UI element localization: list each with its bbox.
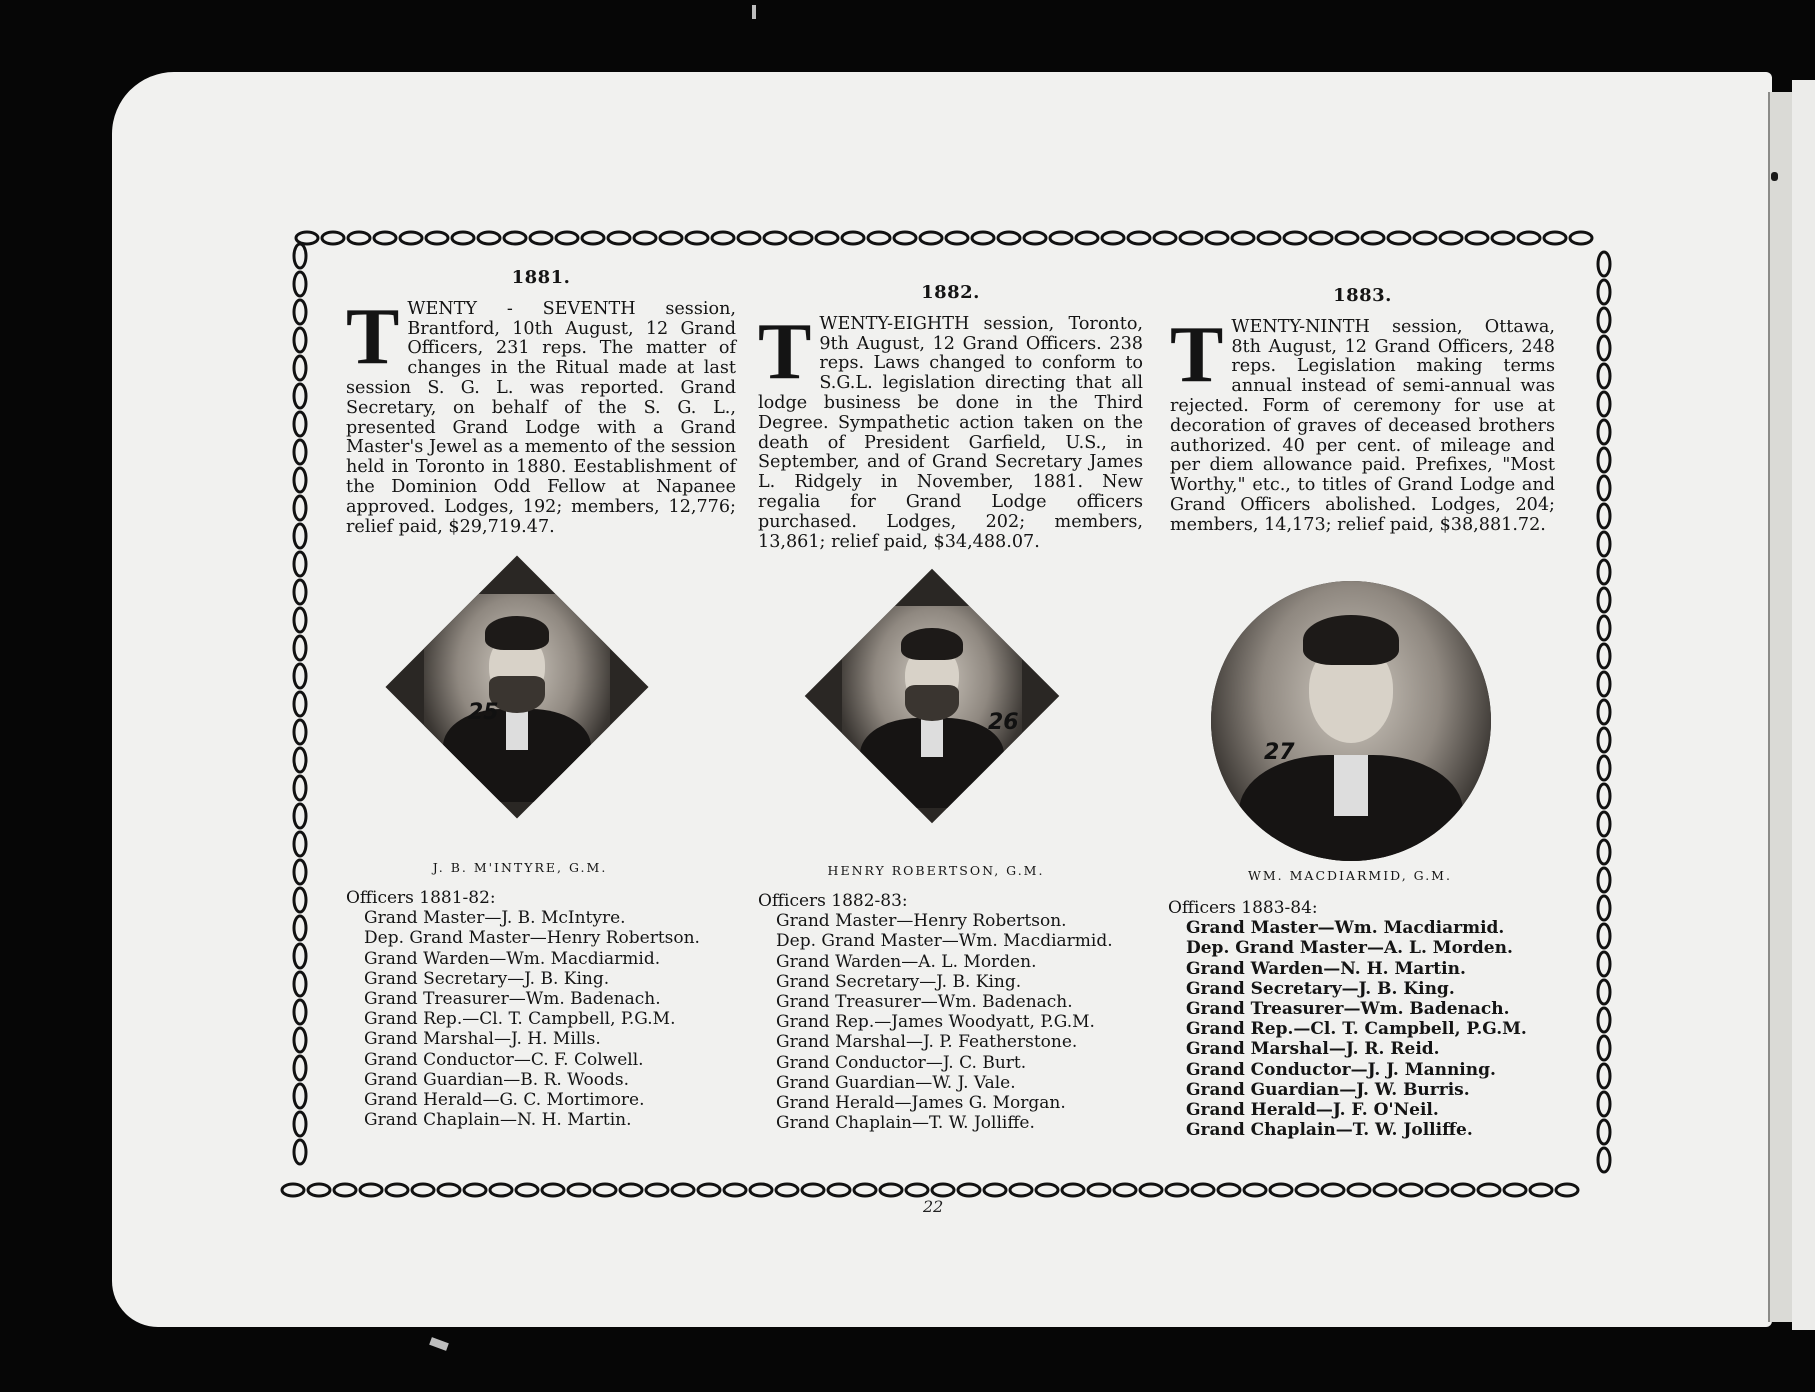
officers-list-1882	[758, 891, 1113, 1133]
chain-link	[1598, 504, 1610, 528]
chain-link	[516, 1184, 538, 1196]
chain-link	[1598, 252, 1610, 276]
chain-link	[1062, 1184, 1084, 1196]
chain-link	[1598, 448, 1610, 472]
chain-link	[1598, 1008, 1610, 1032]
chain-link	[1598, 896, 1610, 920]
chain-link	[294, 804, 306, 828]
session-text: WENTY-NINTH session, Ottawa, 8th August, 12 Grand Officers, 248 reps. Legislation making terms annual instead of semi-annual was rejected. Form of ceremony for use at decoration of graves of deceased brothers authorized. 40 per cent. of mileage and per diem allowance paid. Prefixes, "Most Worthy," etc., to titles of Grand Lodge and Grand Officers abolished. Lodges, 204; members, 14,173; relief paid, $38,881.72.	[1170, 316, 1555, 535]
officer-entry: Grand Chaplain—T. W. Jolliffe.	[1186, 1120, 1473, 1141]
chain-link	[776, 1184, 798, 1196]
portrait-number: 25	[468, 700, 499, 725]
chain-link	[478, 232, 500, 244]
chain-link	[1180, 232, 1202, 244]
chain-link	[294, 552, 306, 576]
chain-link	[1598, 868, 1610, 892]
chain-link	[322, 232, 344, 244]
officer-entry: Grand Marshal—J. R. Reid.	[1186, 1039, 1440, 1060]
chain-link	[294, 244, 306, 268]
portrait-number: 27	[1264, 740, 1295, 765]
chain-link	[1598, 308, 1610, 332]
chain-link	[294, 1140, 306, 1164]
chain-link	[1492, 232, 1514, 244]
officers-list-1883	[1168, 898, 1527, 1140]
chain-link	[1598, 756, 1610, 780]
chain-link	[412, 1184, 434, 1196]
officers-heading: Officers 1882-83:	[758, 891, 908, 911]
chain-link	[1598, 336, 1610, 360]
year-heading: 1882.	[921, 282, 980, 303]
chain-link	[294, 440, 306, 464]
chain-link	[1166, 1184, 1188, 1196]
chain-link	[1478, 1184, 1500, 1196]
chain-link	[686, 232, 708, 244]
officer-entry: Grand Marshal—J. P. Featherstone.	[776, 1032, 1078, 1053]
chain-link	[504, 232, 526, 244]
dropcap: T	[1170, 310, 1224, 399]
chain-link	[1114, 1184, 1136, 1196]
chain-link	[294, 972, 306, 996]
chain-link	[1544, 232, 1566, 244]
portrait-macdiarmid	[1211, 581, 1491, 861]
chain-link	[294, 860, 306, 884]
portrait-number: 26	[988, 710, 1019, 735]
chain-link	[426, 232, 448, 244]
year-heading: 1883.	[1333, 285, 1392, 306]
chain-link	[1388, 232, 1410, 244]
chain-link	[294, 832, 306, 856]
chain-link	[1232, 232, 1254, 244]
chain-link	[1598, 644, 1610, 668]
column-1881	[346, 268, 736, 537]
officer-entry: Grand Chaplain—T. W. Jolliffe.	[776, 1113, 1035, 1134]
chain-link	[842, 232, 864, 244]
chain-link	[294, 944, 306, 968]
chain-link	[1598, 1148, 1610, 1172]
chain-link	[1154, 232, 1176, 244]
chain-link	[1244, 1184, 1266, 1196]
officer-entry: Grand Master—Henry Robertson.	[776, 911, 1067, 932]
chain-link	[1598, 560, 1610, 584]
chain-link	[1400, 1184, 1422, 1196]
chain-link	[698, 1184, 720, 1196]
chain-link	[1598, 392, 1610, 416]
chain-link	[530, 232, 552, 244]
chain-link	[294, 412, 306, 436]
chain-link	[1284, 232, 1306, 244]
chain-link	[1310, 232, 1332, 244]
chain-link	[1598, 364, 1610, 388]
chain-link	[1598, 924, 1610, 948]
chain-link	[1598, 588, 1610, 612]
chain-link	[294, 664, 306, 688]
chain-link	[828, 1184, 850, 1196]
chain-link	[294, 580, 306, 604]
officer-entry: Grand Guardian—W. J. Vale.	[776, 1072, 1016, 1093]
officer-entry: Grand Rep.—Cl. T. Campbell, P.G.M.	[1186, 1019, 1527, 1040]
chain-link	[672, 1184, 694, 1196]
chain-link	[712, 232, 734, 244]
chain-link	[296, 232, 318, 244]
officer-entry: Grand Herald—J. F. O'Neil.	[1186, 1100, 1439, 1121]
chain-link	[294, 636, 306, 660]
officer-entry: Grand Secretary—J. B. King.	[776, 971, 1022, 992]
officer-entry: Grand Warden—A. L. Morden.	[776, 951, 1037, 972]
chain-link	[1024, 232, 1046, 244]
chain-link	[620, 1184, 642, 1196]
chain-link	[294, 328, 306, 352]
officer-entry: Grand Treasurer—Wm. Badenach.	[364, 989, 661, 1010]
chain-link	[1050, 232, 1072, 244]
officer-entry: Grand Marshal—J. H. Mills.	[364, 1029, 601, 1050]
chain-link	[490, 1184, 512, 1196]
officer-entry: Grand Treasurer—Wm. Badenach.	[1186, 999, 1510, 1020]
chain-link	[294, 496, 306, 520]
chain-link	[608, 232, 630, 244]
chain-link	[920, 232, 942, 244]
chain-link	[594, 1184, 616, 1196]
officers-heading: Officers 1883-84:	[1168, 898, 1318, 918]
chain-link	[334, 1184, 356, 1196]
chain-link	[1362, 232, 1384, 244]
portrait-caption: J. B. M'INTYRE, G.M.	[432, 860, 608, 875]
chain-link	[294, 1028, 306, 1052]
chain-link	[854, 1184, 876, 1196]
officer-entry: Grand Guardian—B. R. Woods.	[364, 1069, 629, 1090]
chain-link	[1598, 784, 1610, 808]
chain-link	[1556, 1184, 1578, 1196]
chain-link	[1258, 232, 1280, 244]
chain-link	[438, 1184, 460, 1196]
chain-link	[1270, 1184, 1292, 1196]
chain-link	[1598, 672, 1610, 696]
chain-link	[906, 1184, 928, 1196]
chain-link	[294, 692, 306, 716]
officer-entry: Grand Herald—James G. Morgan.	[776, 1093, 1066, 1114]
chain-link	[1192, 1184, 1214, 1196]
chain-link	[634, 232, 656, 244]
chain-link	[464, 1184, 486, 1196]
officer-entry: Dep. Grand Master—Wm. Macdiarmid.	[776, 931, 1113, 952]
chain-link	[1518, 232, 1540, 244]
chain-link	[294, 776, 306, 800]
chain-link	[1530, 1184, 1552, 1196]
dropcap: T	[758, 307, 812, 396]
chain-link	[308, 1184, 330, 1196]
officer-entry: Grand Master—J. B. McIntyre.	[364, 908, 626, 929]
chain-link	[1598, 476, 1610, 500]
chain-link	[1140, 1184, 1162, 1196]
chain-link	[1076, 232, 1098, 244]
chain-link	[1598, 980, 1610, 1004]
officer-entry: Grand Warden—N. H. Martin.	[1186, 958, 1466, 979]
column-1883	[1170, 286, 1555, 536]
chain-link	[1570, 232, 1592, 244]
column-1882	[758, 283, 1143, 552]
chain-link	[294, 300, 306, 324]
officer-entry: Grand Guardian—J. W. Burris.	[1186, 1079, 1470, 1100]
chain-link	[764, 232, 786, 244]
chain-link	[1598, 952, 1610, 976]
dropcap: T	[346, 292, 400, 381]
chain-link	[1296, 1184, 1318, 1196]
portrait-caption: HENRY ROBERTSON, G.M.	[827, 863, 1045, 878]
chain-link	[582, 232, 604, 244]
chain-link	[1598, 280, 1610, 304]
chain-link	[294, 384, 306, 408]
chain-link	[984, 1184, 1006, 1196]
chain-link	[386, 1184, 408, 1196]
chain-link	[294, 1000, 306, 1024]
chain-link	[294, 1056, 306, 1080]
officer-entry: Grand Rep.—James Woodyatt, P.G.M.	[776, 1012, 1095, 1033]
chain-link	[1598, 1092, 1610, 1116]
chain-link	[1374, 1184, 1396, 1196]
officer-entry: Grand Secretary—J. B. King.	[364, 968, 610, 989]
session-text: WENTY-EIGHTH session, Toronto, 9th August, 12 Grand Officers. 238 reps. Laws changed to conform to S.G.L. legislation directing that all lodge business be done in the Third Degree. Sympathetic action taken on the death of President Garfield, U.S., in September, and of Grand Secretary James L. Ridgely in November, 1881. New regalia for Grand Lodge officers purchased. Lodges, 202; members, 13,861; relief paid, $34,488.07.	[758, 313, 1143, 552]
chain-link	[1452, 1184, 1474, 1196]
chain-link	[348, 232, 370, 244]
chain-link	[542, 1184, 564, 1196]
officer-entry: Grand Chaplain—N. H. Martin.	[364, 1110, 632, 1131]
chain-link	[958, 1184, 980, 1196]
chain-link	[1504, 1184, 1526, 1196]
chain-link	[1598, 840, 1610, 864]
officer-entry: Grand Warden—Wm. Macdiarmid.	[364, 948, 661, 969]
officer-entry: Grand Rep.—Cl. T. Campbell, P.G.M.	[364, 1009, 676, 1030]
chain-link	[802, 1184, 824, 1196]
chain-link	[1598, 1064, 1610, 1088]
chain-link	[294, 916, 306, 940]
chain-link	[932, 1184, 954, 1196]
chain-link	[790, 232, 812, 244]
officer-entry: Grand Conductor—J. J. Manning.	[1186, 1059, 1496, 1080]
officer-entry: Grand Conductor—J. C. Burt.	[776, 1052, 1027, 1073]
officer-entry: Dep. Grand Master—A. L. Morden.	[1186, 938, 1513, 959]
chain-link	[294, 468, 306, 492]
chain-link	[294, 524, 306, 548]
chain-link	[1010, 1184, 1032, 1196]
portrait-caption: WM. MACDIARMID, G.M.	[1248, 868, 1452, 883]
chain-link	[1440, 232, 1462, 244]
chain-link	[1598, 532, 1610, 556]
chain-link	[294, 720, 306, 744]
chain-link	[1598, 812, 1610, 836]
chain-link	[400, 232, 422, 244]
chain-link	[868, 232, 890, 244]
chain-link	[556, 232, 578, 244]
chain-link	[1414, 232, 1436, 244]
officers-list-1881	[346, 888, 700, 1130]
chain-link	[1088, 1184, 1110, 1196]
chain-link	[646, 1184, 668, 1196]
chain-link	[998, 232, 1020, 244]
chain-link	[568, 1184, 590, 1196]
chain-link	[282, 1184, 304, 1196]
officer-entry: Dep. Grand Master—Henry Robertson.	[364, 928, 700, 949]
chain-link	[294, 356, 306, 380]
chain-link	[294, 1084, 306, 1108]
chain-link	[294, 888, 306, 912]
chain-link	[816, 232, 838, 244]
chain-link	[894, 232, 916, 244]
chain-link	[1128, 232, 1150, 244]
chain-link	[972, 232, 994, 244]
chain-link	[880, 1184, 902, 1196]
chain-link	[1426, 1184, 1448, 1196]
officer-entry: Grand Conductor—C. F. Colwell.	[364, 1049, 644, 1070]
year-heading: 1881.	[511, 267, 571, 288]
chain-link	[1322, 1184, 1344, 1196]
chain-link	[360, 1184, 382, 1196]
chain-link	[1218, 1184, 1240, 1196]
chain-link	[1348, 1184, 1370, 1196]
chain-link	[1598, 1120, 1610, 1144]
chain-link	[1206, 232, 1228, 244]
page-number: 22	[923, 1197, 944, 1216]
officer-entry: Grand Master—Wm. Macdiarmid.	[1186, 918, 1505, 939]
chain-link	[1102, 232, 1124, 244]
chain-link	[1598, 1036, 1610, 1060]
chain-link	[1036, 1184, 1058, 1196]
session-text: WENTY - SEVENTH session, Brantford, 10th August, 12 Grand Officers, 231 reps. The matter of changes in the Ritual made at last session S. G. L. was reported. Grand Secretary, on behalf of the S. G. L., presented Grand Lodge with a Grand Master's Jewel as a memento of the session held in Toronto in 1880. Eestablishment of the Dominion Odd Fellow at Napanee approved. Lodges, 192; members, 12,776; relief paid, $29,719.47.	[346, 298, 736, 537]
officer-entry: Grand Secretary—J. B. King.	[1186, 978, 1455, 999]
chain-link	[294, 1112, 306, 1136]
chain-link	[724, 1184, 746, 1196]
chain-link	[1466, 232, 1488, 244]
chain-link	[294, 272, 306, 296]
chain-link	[294, 748, 306, 772]
chain-link	[738, 232, 760, 244]
chain-link	[294, 608, 306, 632]
chain-link	[1336, 232, 1358, 244]
officer-entry: Grand Treasurer—Wm. Badenach.	[776, 992, 1073, 1013]
chain-link	[1598, 420, 1610, 444]
chain-link	[1598, 700, 1610, 724]
chain-link	[750, 1184, 772, 1196]
officer-entry: Grand Herald—G. C. Mortimore.	[364, 1090, 645, 1111]
chain-link	[374, 232, 396, 244]
chain-link	[1598, 728, 1610, 752]
chain-link	[1598, 616, 1610, 640]
officers-heading: Officers 1881-82:	[346, 888, 496, 908]
chain-link	[946, 232, 968, 244]
chain-link	[660, 232, 682, 244]
chain-link	[452, 232, 474, 244]
